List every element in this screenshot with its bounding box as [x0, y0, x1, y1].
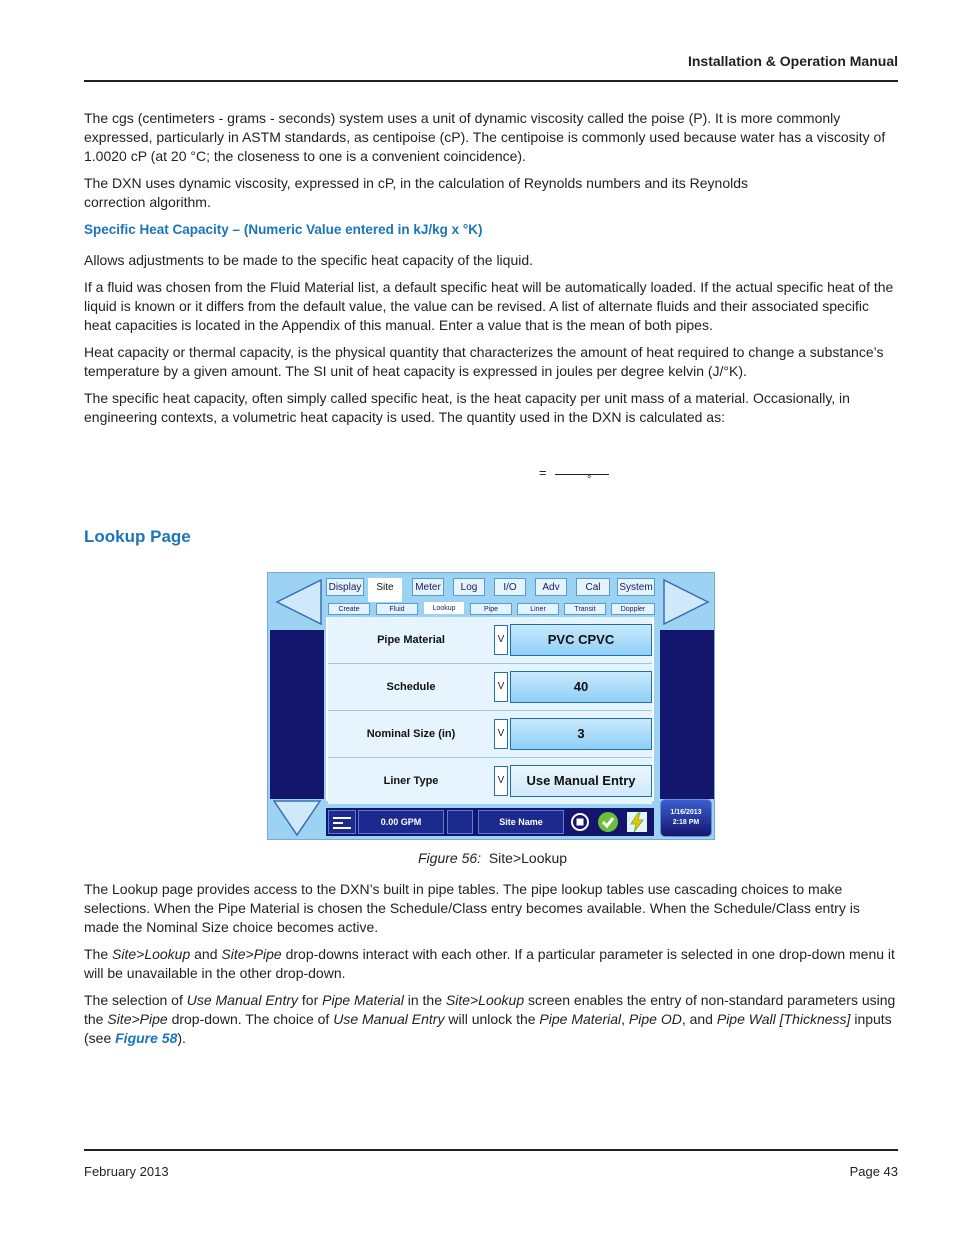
dropdown-toggle[interactable]: V [494, 672, 508, 702]
header-rule [84, 80, 898, 82]
footer-rule [84, 1149, 898, 1151]
text: drop-downs interact with each other. If a particular parameter is selected in one drop-down menu it will be unavailable in the other drop-down. [84, 946, 895, 981]
ref: Site>Pipe [107, 1011, 168, 1027]
device-screen [267, 572, 715, 840]
row-label: Schedule [386, 681, 436, 693]
text: for [298, 992, 323, 1008]
formula-degree: ° [587, 474, 592, 486]
nominal-size-select[interactable]: 3 [510, 718, 652, 750]
paragraph-interact [84, 945, 898, 983]
site-lookup-ref: Site>Lookup [112, 946, 191, 962]
row-liner-type [328, 758, 652, 804]
body-top [84, 109, 898, 435]
paragraph-fluid: If a fluid was chosen from the Fluid Material list, a default specific heat will be automatically loaded. If the actual specific heat of the liquid is known or it differs from the default value, the value can be revised. A list of alternate fluids and their associated specific heat capacities is located in the Appendix of this manual. Enter a value that is the mean of both pipes. [84, 279, 894, 333]
footer-date: February 2013 [84, 1164, 169, 1179]
flow-meter-icon [331, 814, 353, 832]
formula-fraction-bar [555, 474, 609, 475]
dropdown-toggle[interactable]: V [494, 625, 508, 655]
row-schedule [328, 664, 652, 711]
row-label: Liner Type [383, 775, 439, 787]
ref: Use Manual Entry [333, 1011, 445, 1027]
status-spacer [447, 810, 473, 834]
flow-rate-field[interactable]: 0.00 GPM [358, 810, 444, 834]
ref: Site>Lookup [445, 992, 525, 1008]
subheading-specific-heat: Specific Heat Capacity – (Numeric Value entered in kJ/kg x °K) [84, 222, 483, 237]
paragraph-viscosity: The cgs (centimeters - grams - seconds) system uses a unit of dynamic viscosity called the poise (P). It is more commonly expressed, particularly in ASTM standards, as centipoise (cP). The centipoise is commonly used because water has a viscosity of 1.0020 cP (at 20 °C; the closeness to one is a convenient coincidence). [84, 110, 886, 164]
figure-number: Figure 56: [418, 850, 482, 866]
subtab-pipe[interactable]: Pipe [470, 603, 512, 615]
site-name-field[interactable]: Site Name [478, 810, 564, 834]
power-bolt-icon[interactable] [626, 811, 648, 833]
subtab-transit[interactable]: Transit [564, 603, 606, 615]
right-side-panel [660, 630, 714, 799]
paragraph-dxn-viscosity: The DXN uses dynamic viscosity, expressed in cP, in the calculation of Reynolds numbers and its Reynolds correction algorithm. [84, 175, 749, 210]
figure-name: Site>Lookup [488, 850, 568, 866]
paragraph-specific-heat: The specific heat capacity, often simply called specific heat, is the heat capacity per unit mass of a material. Occasionally, in engineering contexts, a volumetric heat capacity is used. The quantity used in the DXN is calculated as: [84, 390, 850, 425]
formula-equals: = [539, 465, 547, 480]
liner-type-select[interactable]: Use Manual Entry [510, 765, 652, 797]
subtab-fluid[interactable]: Fluid [376, 603, 418, 615]
text: , [621, 1011, 629, 1027]
ref: Pipe OD [628, 1011, 682, 1027]
schedule-select[interactable]: 40 [510, 671, 652, 703]
figure-caption [418, 850, 567, 866]
body-bottom [84, 880, 898, 1056]
down-arrow-icon[interactable] [270, 799, 324, 837]
tab-cal[interactable]: Cal [576, 578, 610, 596]
text: The selection of [84, 992, 187, 1008]
row-label: Pipe Material [377, 634, 445, 646]
tab-display[interactable]: Display [326, 578, 364, 596]
ref: Use Manual Entry [186, 992, 299, 1008]
forward-arrow-icon[interactable] [660, 576, 714, 628]
date-text: 1/16/2013 [670, 809, 702, 816]
ref: Pipe Wall [Thickness] [716, 1011, 851, 1027]
tab-adv[interactable]: Adv [535, 578, 567, 596]
text: inputs (see [84, 1011, 892, 1046]
text: ). [177, 1030, 186, 1046]
site-pipe-ref: Site>Pipe [221, 946, 282, 962]
subtab-liner[interactable]: Liner [517, 603, 559, 615]
figure-58-link[interactable]: Figure 58 [115, 1030, 178, 1046]
text: The [84, 946, 113, 962]
tab-site[interactable]: Site [368, 578, 402, 602]
row-nominal-size [328, 711, 652, 758]
time-text: 2:18 PM [672, 819, 700, 826]
left-side-panel [270, 630, 324, 799]
status-bar [326, 808, 654, 836]
running-header: Installation & Operation Manual [687, 53, 898, 69]
lookup-panel [326, 617, 654, 801]
paragraph-heat-capacity: Heat capacity or thermal capacity, is the physical quantity that characterizes the amount of heat required to change a substance’s temperature by a given amount. The SI unit of heat capacity is expressed in joules per degree kelvin (J/°K). [84, 344, 884, 379]
text: in the [403, 992, 446, 1008]
paragraph-adjust: Allows adjustments to be made to the specific heat capacity of the liquid. [84, 252, 534, 268]
paragraph-manual-entry [84, 991, 898, 1048]
tab-system[interactable]: System [617, 578, 655, 596]
meter-mode-field[interactable] [328, 810, 356, 834]
paragraph-lookup: The Lookup page provides access to the DXN’s built in pipe tables. The pipe lookup tables use cascading choices to make selections. When the Pipe Material is chosen the Schedule/Class entry becomes available. When the Schedule/Class entry is made the Nominal Size choice becomes active. [84, 881, 860, 935]
ok-check-icon[interactable] [597, 811, 619, 833]
ref: Pipe Material [322, 992, 404, 1008]
text: screen enables the entry of non-standard parameters using the [84, 992, 896, 1027]
text: will unlock the [444, 1011, 540, 1027]
dropdown-toggle[interactable]: V [494, 766, 508, 796]
text: drop-down. The choice of [167, 1011, 334, 1027]
tab-log[interactable]: Log [453, 578, 485, 596]
tab-io[interactable]: I/O [494, 578, 526, 596]
text: , and [681, 1011, 717, 1027]
subtab-lookup[interactable]: Lookup [424, 602, 464, 614]
row-pipe-material [328, 617, 652, 664]
pipe-material-select[interactable]: PVC CPVC [510, 624, 652, 656]
section-title: Lookup Page [84, 527, 191, 546]
subtab-doppler[interactable]: Doppler [611, 603, 655, 615]
dropdown-toggle[interactable]: V [494, 719, 508, 749]
ref: Pipe Material [539, 1011, 622, 1027]
subtab-create[interactable]: Create [328, 603, 370, 615]
row-label: Nominal Size (in) [366, 728, 456, 740]
footer-page: Page 43 [849, 1164, 898, 1179]
main-tab-bar [326, 578, 658, 598]
tab-meter[interactable]: Meter [412, 578, 444, 596]
date-time-display [660, 799, 712, 837]
stop-icon[interactable] [569, 811, 591, 833]
back-arrow-icon[interactable] [271, 576, 325, 628]
text: and [190, 946, 222, 962]
